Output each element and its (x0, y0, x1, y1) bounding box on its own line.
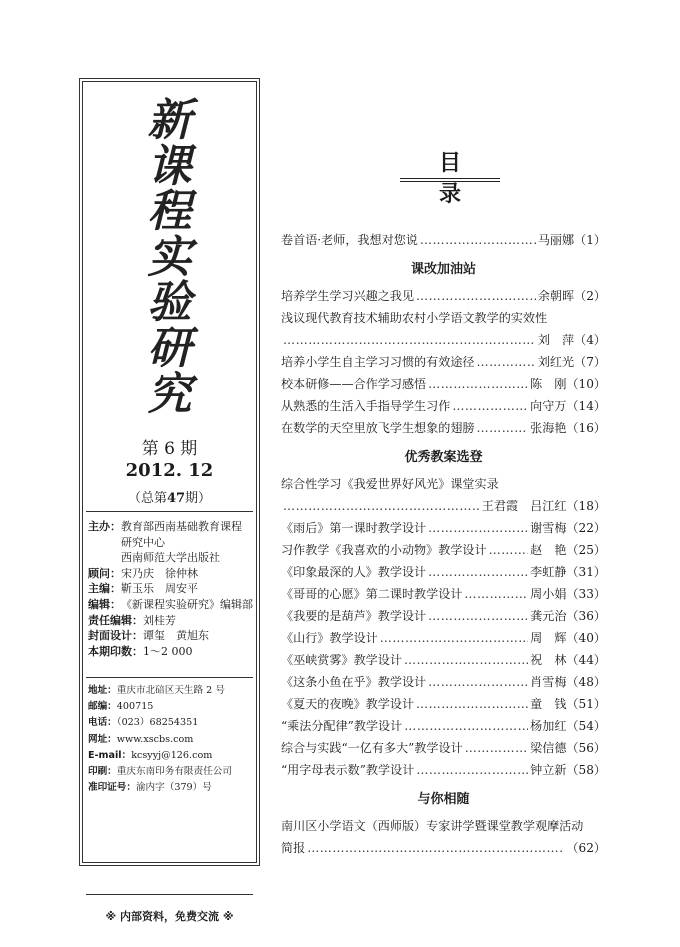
contact-info (88, 683, 258, 796)
leader-dots (464, 583, 528, 605)
publisher-label: 编辑： (88, 597, 121, 611)
toc-entry[interactable] (281, 649, 606, 671)
leader-dots (404, 715, 528, 737)
leader-dots (452, 395, 528, 417)
toc-entry-title: 校本研修——合作学习感悟 (281, 377, 427, 391)
toc-entry-author: 周小娟（33） (530, 587, 606, 601)
sponsor-label: 主办： (88, 520, 121, 533)
toc-entry-author: 钟立新（58） (530, 763, 606, 777)
toc-entry[interactable] (281, 627, 606, 649)
journal-title-char: 究 (147, 368, 192, 420)
leader-dots (489, 539, 529, 561)
toc-section-heading: 课改加油站 (410, 262, 476, 277)
toc-entry[interactable] (281, 285, 606, 307)
toc-entry[interactable] (281, 605, 606, 627)
cover-design-label: 封面设计： (88, 629, 143, 643)
issue-date: 2012. 12 (125, 460, 214, 481)
website-label: 网址： (88, 733, 117, 745)
leader-dots (416, 759, 528, 781)
toc-entry[interactable] (281, 395, 606, 417)
toc-entry[interactable] (281, 373, 606, 395)
toc-entry-author: 杨加红（54） (530, 719, 606, 733)
toc-entry-title: 培养学生学习兴趣之我见 (281, 289, 415, 303)
leader-dots (283, 495, 480, 517)
toc-entry[interactable] (281, 693, 606, 715)
permit-label: 准印证号： (88, 782, 136, 794)
editor-label: 主编： (88, 582, 121, 596)
toc-entry-title: 《我要的是葫芦》教学设计 (281, 609, 427, 623)
toc-entry[interactable] (281, 815, 606, 837)
toc-entry-title: 《雨后》第一课时教学设计 (281, 521, 427, 535)
leader-dots (416, 285, 536, 307)
toc-entry-author: 祝 林（44） (530, 653, 606, 667)
toc-entry-title: 《哥哥的心愿》第二课时教学设计 (281, 587, 463, 601)
toc-entry-title: 培养小学生自主学习习惯的有效途径 (281, 355, 475, 369)
toc-entry-author: 王君霞 吕江红（18） (481, 499, 606, 513)
leader-dots (428, 517, 528, 539)
toc-entry-preface[interactable] (281, 229, 606, 251)
zip-label: 邮编： (88, 701, 117, 713)
printer-value: 重庆东南印务有限责任公司 (116, 766, 232, 778)
responsible-editor-label: 责任编辑： (88, 613, 143, 627)
toc-entry[interactable] (281, 473, 606, 495)
toc-entry-title: 《这条小鱼在乎》教学设计 (281, 675, 427, 689)
journal-title-char: 实 (147, 231, 192, 283)
toc-sections (281, 257, 606, 859)
journal-title-char: 程 (147, 186, 192, 238)
toc-entry-title: 综合与实践“一亿有多大”教学设计 (281, 741, 463, 755)
toc-entry-title: 浅议现代教育技术辅助农村小学语文教学的实效性 (281, 311, 548, 325)
toc-entry-author: 李虹静（31） (530, 565, 606, 579)
toc-entry[interactable] (281, 495, 606, 517)
issue-total (80, 487, 259, 506)
journal-title-char: 新 (147, 95, 192, 146)
sponsor-value-cont: 西南师范大学出版社 (121, 551, 220, 565)
leader-dots (416, 693, 528, 715)
toc-entry-author: 赵 艳（25） (530, 543, 606, 557)
toc-entry-author: 龚元治（36） (530, 609, 606, 623)
address-value: 重庆市北碚区天生路 2 号 (116, 685, 225, 696)
phone-value: （023）68254351 (116, 717, 199, 729)
toc-entry-author: 刘 萍（4） (537, 333, 606, 347)
journal-title-char: 课 (147, 140, 192, 192)
leader-dots (428, 561, 528, 583)
toc-entry-title: 《巫峡赏雾》教学设计 (281, 653, 402, 667)
toc-title-rule (400, 181, 500, 182)
toc-entry[interactable] (281, 517, 606, 539)
masthead-info (88, 519, 258, 659)
print-run-label: 本期印数： (88, 644, 143, 658)
leader-dots (404, 649, 528, 671)
advisor-label: 顾问： (88, 566, 121, 580)
toc-entry-title: 《印象最深的人》教学设计 (281, 565, 427, 579)
toc-section-heading: 优秀教案选登 (404, 450, 483, 465)
sponsor-value: 教育部西南基础教育课程 (121, 520, 242, 533)
journal-title-char: 验 (147, 277, 192, 329)
publisher-value: 《新课程实验研究》编辑部 (121, 597, 253, 611)
website-link[interactable]: www.xscbs.com (116, 733, 194, 745)
toc-section-heading: 与你相随 (417, 792, 470, 807)
issue-total-suffix: 期） (185, 491, 212, 506)
permit-value: 渝内字（379）号 (135, 782, 212, 794)
sponsor-value-cont: 研究中心 (121, 535, 165, 549)
issue-total-prefix: （总第 (127, 491, 167, 506)
toc-entry-author: 向守万（14） (530, 399, 606, 413)
toc-entry[interactable] (281, 307, 606, 329)
toc-entry[interactable] (281, 737, 606, 759)
toc-entry[interactable] (281, 351, 606, 373)
toc-entry[interactable] (281, 715, 606, 737)
toc-entry-title: “乘法分配律”教学设计 (281, 719, 403, 733)
issue-number: 第 6 期 (141, 439, 198, 459)
toc-entry-author: 童 钱（51） (530, 697, 606, 711)
leader-dots (283, 329, 536, 351)
leader-dots (477, 417, 529, 439)
toc-entry[interactable] (281, 539, 606, 561)
toc-entry-title: 简报 (281, 841, 306, 855)
editor-value: 靳玉乐 周安平 (121, 582, 198, 596)
toc-entry-title: “用字母表示数”教学设计 (281, 763, 415, 777)
toc-entry-title: 《山行》教学设计 (281, 631, 378, 645)
toc-entry[interactable] (281, 561, 606, 583)
toc-entry-title: 从熟悉的生活入手指导学生习作 (281, 399, 451, 413)
divider (86, 894, 253, 895)
toc-title: 目录 (438, 150, 487, 207)
email-label: E-mail： (88, 749, 132, 761)
toc-entry-title: 南川区小学语文（西师版）专家讲学暨课堂教学观摩活动 (281, 819, 584, 833)
leader-dots (420, 229, 536, 251)
toc-entry[interactable] (281, 759, 606, 781)
toc-entry-author: 肖雪梅（48） (530, 675, 606, 689)
journal-title (80, 95, 259, 420)
toc-entry[interactable] (281, 417, 606, 439)
toc-entry-title: 在数学的天空里放飞学生想象的翅膀 (281, 421, 475, 435)
toc-entry-author: 马丽娜（1） (537, 233, 606, 247)
toc-entry-author: （62） (566, 841, 606, 855)
leader-dots (477, 351, 536, 373)
zip-value: 400715 (116, 701, 154, 713)
toc-entry[interactable] (281, 837, 606, 859)
issue-total-number: 47 (166, 491, 186, 506)
email-link[interactable]: kcsyyj@126.com (131, 749, 213, 761)
toc-entry-author: 余朝晖（2） (537, 289, 606, 303)
advisor-value: 宋乃庆 徐仲林 (121, 566, 198, 580)
printer-label: 印刷： (88, 766, 117, 778)
toc-entry-title: 综合性学习《我爱世界好风光》课堂实录 (281, 477, 499, 491)
toc-entry[interactable] (281, 329, 606, 351)
leader-dots (465, 737, 528, 759)
cover-design-value: 谭玺 黄旭东 (143, 629, 209, 643)
divider (86, 677, 253, 678)
toc-title-rule (400, 178, 500, 179)
leader-dots (380, 627, 528, 649)
leader-dots (428, 373, 528, 395)
toc-entry-title: 《夏天的夜晚》教学设计 (281, 697, 415, 711)
leader-dots (428, 605, 528, 627)
toc-entry-title: 卷首语·老师，我想对您说 (281, 233, 418, 247)
phone-label: 电话： (88, 717, 117, 729)
leader-dots (428, 671, 528, 693)
print-run-value: 1～2 000 (143, 644, 193, 658)
internal-note: ※ 内部资料，免费交流 ※ (105, 910, 234, 923)
toc-entry-author: 谢雪梅（22） (530, 521, 606, 535)
toc-entry-author: 刘红光（7） (537, 355, 606, 369)
toc-entry-title: 习作教学《我喜欢的小动物》教学设计 (281, 543, 487, 557)
leader-dots (307, 837, 564, 859)
toc-entry-author: 张海艳（16） (530, 421, 606, 435)
toc-entry-author: 周 辉（40） (530, 631, 606, 645)
toc-entry-author: 梁信德（56） (530, 741, 606, 755)
masthead-panel (79, 78, 260, 923)
responsible-editor-value: 刘桂芳 (143, 613, 176, 627)
address-label: 地址： (88, 685, 117, 696)
table-of-contents (281, 229, 606, 859)
toc-entry[interactable] (281, 583, 606, 605)
journal-title-char: 研 (147, 322, 192, 374)
divider (86, 511, 253, 512)
toc-entry[interactable] (281, 671, 606, 693)
toc-entry-author: 陈 刚（10） (530, 377, 606, 391)
